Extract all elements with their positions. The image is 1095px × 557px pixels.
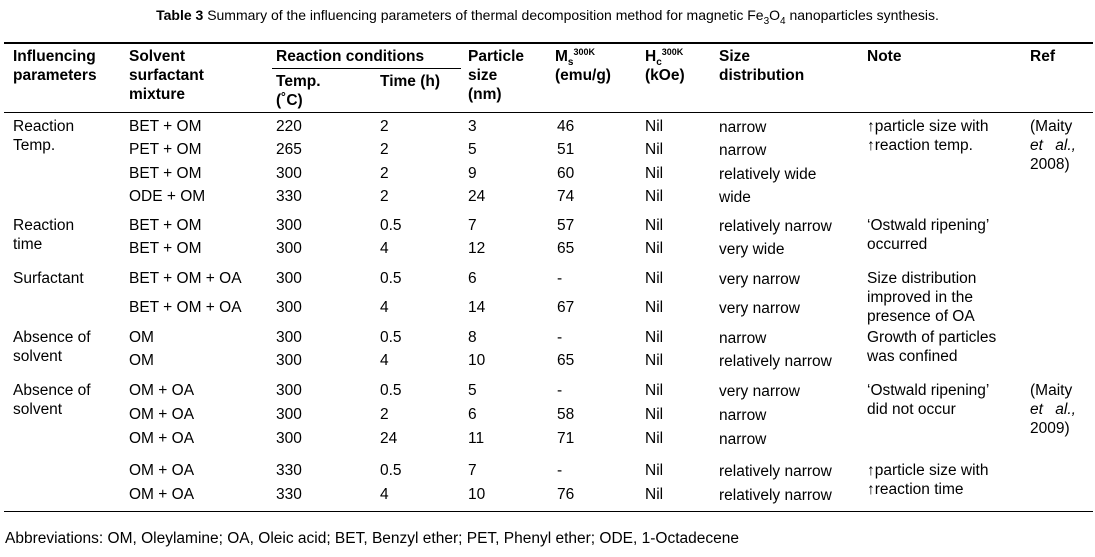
header-hc-sup: 300K: [661, 46, 684, 57]
abbreviations-footnote: Abbreviations: OM, Oleylamine; OA, Oleic acid; BET, Benzyl ether; PET, Phenyl ether; ODE, 1-Octadecene: [5, 530, 739, 547]
time-cell: 4: [380, 240, 389, 257]
size-cell: 5: [468, 141, 477, 158]
header-ms-sub: s: [567, 57, 574, 69]
ms-cell: -: [557, 329, 563, 346]
ref-1-line-1: (Maity: [1030, 118, 1073, 135]
mixture-cell: OM + OA: [129, 462, 195, 479]
header-ref: Ref: [1030, 48, 1055, 65]
temp-cell: 300: [276, 382, 302, 399]
ms-cell: 58: [557, 406, 575, 423]
group-6-note-2: ↑reaction time: [867, 481, 964, 498]
hc-cell: Nil: [645, 270, 664, 287]
time-cell: 2: [380, 165, 389, 182]
caption-mid: O: [769, 7, 781, 23]
ms-cell: 65: [557, 240, 575, 257]
size-cell: 3: [468, 118, 477, 135]
temp-cell: 300: [276, 217, 302, 234]
time-cell: 2: [380, 406, 389, 423]
ref-2-line-3: 2009): [1030, 420, 1070, 437]
header-particle-1: Particle: [468, 48, 525, 65]
temp-cell: 300: [276, 329, 302, 346]
hc-cell: Nil: [645, 430, 664, 447]
header-ms-unit: (emu/g): [555, 67, 611, 84]
group-4-note-1: Growth of particles: [867, 329, 997, 346]
table-caption: [0, 7, 1095, 27]
caption-text-after: nanoparticles synthesis.: [789, 7, 939, 23]
group-2-note-1: ‘Ostwald ripening’: [867, 217, 990, 234]
ms-cell: 67: [557, 299, 575, 316]
ms-cell: 74: [557, 188, 575, 205]
mixture-cell: BET + OM: [129, 118, 202, 135]
size-cell: 7: [468, 217, 477, 234]
temp-cell: 300: [276, 299, 302, 316]
distribution-cell: very narrow: [719, 300, 800, 317]
temp-cell: 220: [276, 118, 302, 135]
header-size-dist-2: distribution: [719, 67, 805, 84]
ref-2-line-2: [1030, 400, 1076, 419]
ref-1-etal: et al.,: [1030, 137, 1076, 154]
time-cell: 4: [380, 299, 389, 316]
temp-cell: 300: [276, 430, 302, 447]
mixture-cell: OM + OA: [129, 486, 195, 503]
size-cell: 10: [468, 352, 486, 369]
size-cell: 6: [468, 406, 477, 423]
temp-cell: 330: [276, 188, 302, 205]
ms-cell: -: [557, 270, 563, 287]
group-6-note-1: ↑particle size with: [867, 462, 989, 479]
distribution-cell: relatively narrow: [719, 487, 832, 504]
distribution-cell: narrow: [719, 119, 767, 136]
mixture-cell: BET + OM: [129, 240, 202, 257]
time-cell: 4: [380, 352, 389, 369]
caption-sub-3: 3: [763, 15, 770, 27]
time-cell: 0.5: [380, 270, 402, 287]
caption-sub-4: 4: [780, 15, 786, 27]
group-1-note-1: ↑particle size with: [867, 118, 989, 135]
hc-cell: Nil: [645, 141, 664, 158]
group-3-note-3: presence of OA: [867, 308, 975, 325]
mixture-cell: BET + OM + OA: [129, 299, 242, 316]
hc-cell: Nil: [645, 165, 664, 182]
hc-cell: Nil: [645, 188, 664, 205]
header-time: Time (h): [380, 73, 440, 90]
distribution-cell: narrow: [719, 142, 767, 159]
header-solvent-2: surfactant: [129, 67, 204, 84]
hc-cell: Nil: [645, 299, 664, 316]
ref-2-line-1: (Maity: [1030, 382, 1073, 399]
mixture-cell: BET + OM + OA: [129, 270, 242, 287]
header-influencing-2: parameters: [13, 67, 97, 84]
ms-cell: 65: [557, 352, 575, 369]
time-cell: 4: [380, 486, 389, 503]
distribution-cell: very narrow: [719, 383, 800, 400]
table-bottom-rule: [4, 511, 1093, 512]
distribution-cell: relatively narrow: [719, 463, 832, 480]
time-cell: 0.5: [380, 462, 402, 479]
header-influencing-1: Influencing: [13, 48, 96, 65]
group-5-param-2: solvent: [13, 401, 63, 418]
distribution-cell: narrow: [719, 330, 767, 347]
mixture-cell: ODE + OM: [129, 188, 206, 205]
header-bottom-rule: [4, 112, 1093, 113]
temp-cell: 300: [276, 165, 302, 182]
caption-text-before: Summary of the influencing parameters of thermal decomposition method for magnetic Fe: [207, 7, 764, 23]
hc-cell: Nil: [645, 329, 664, 346]
time-cell: 0.5: [380, 217, 402, 234]
group-3-note-1: Size distribution: [867, 270, 977, 287]
size-cell: 10: [468, 486, 486, 503]
distribution-cell: relatively wide: [719, 166, 817, 183]
header-solvent-3: mixture: [129, 86, 185, 103]
header-hc-unit: (kOe): [645, 67, 685, 84]
temp-cell: 300: [276, 406, 302, 423]
group-4-note-2: was confined: [867, 348, 958, 365]
mixture-cell: OM + OA: [129, 406, 195, 423]
temp-cell: 300: [276, 352, 302, 369]
size-cell: 24: [468, 188, 486, 205]
temp-cell: 330: [276, 486, 302, 503]
group-4-param-2: solvent: [13, 348, 63, 365]
hc-cell: Nil: [645, 352, 664, 369]
mixture-cell: BET + OM: [129, 217, 202, 234]
hc-cell: Nil: [645, 217, 664, 234]
size-cell: 11: [468, 430, 485, 447]
mixture-cell: OM: [129, 352, 154, 369]
ref-1-line-2: [1030, 136, 1076, 155]
mixture-cell: BET + OM: [129, 165, 202, 182]
temp-cell: 330: [276, 462, 302, 479]
hc-cell: Nil: [645, 406, 664, 423]
distribution-cell: very wide: [719, 241, 785, 258]
mixture-cell: OM: [129, 329, 154, 346]
distribution-cell: narrow: [719, 407, 767, 424]
size-cell: 12: [468, 240, 486, 257]
hc-cell: Nil: [645, 486, 664, 503]
header-hc-main: H: [645, 48, 657, 65]
table-top-rule: [4, 42, 1093, 44]
hc-cell: Nil: [645, 382, 664, 399]
header-solvent-1: Solvent: [129, 48, 185, 65]
group-3-note-2: improved in the: [867, 289, 973, 306]
header-note: Note: [867, 48, 902, 65]
group-4-param-1: Absence of: [13, 329, 91, 346]
ref-1-line-3: 2008): [1030, 156, 1070, 173]
header-temp-1: Temp.: [276, 73, 321, 90]
group-5-note-1: ‘Ostwald ripening’: [867, 382, 990, 399]
time-cell: 0.5: [380, 329, 402, 346]
group-5-param-1: Absence of: [13, 382, 91, 399]
size-cell: 14: [468, 299, 486, 316]
time-cell: 24: [380, 430, 398, 447]
group-2-param-1: Reaction: [13, 217, 75, 234]
time-cell: 0.5: [380, 382, 402, 399]
table-label: Table 3: [156, 7, 204, 23]
ms-cell: -: [557, 462, 563, 479]
group-1-param-1: Reaction: [13, 118, 75, 135]
temp-cell: 300: [276, 270, 302, 287]
header-hc-sub: c: [656, 57, 662, 69]
group-5-note-2: did not occur: [867, 401, 956, 418]
group-3-param-1: Surfactant: [13, 270, 84, 287]
time-cell: 2: [380, 118, 389, 135]
temp-cell: 300: [276, 240, 302, 257]
group-2-param-2: time: [13, 236, 43, 253]
mixture-cell: OM + OA: [129, 430, 195, 447]
reaction-conditions-rule: [272, 68, 461, 69]
header-reaction-conditions: Reaction conditions: [276, 48, 425, 65]
header-particle-3: (nm): [468, 86, 502, 103]
size-cell: 8: [468, 329, 477, 346]
header-ms-sup: 300K: [573, 46, 595, 57]
ref-2-etal: et al.,: [1030, 401, 1076, 418]
header-temp-2: (˚C): [276, 92, 303, 109]
header-size-dist-1: Size: [719, 48, 751, 65]
ms-cell: 76: [557, 486, 575, 503]
size-cell: 5: [468, 382, 477, 399]
time-cell: 2: [380, 188, 389, 205]
ms-cell: 51: [557, 141, 575, 158]
hc-cell: Nil: [645, 118, 664, 135]
distribution-cell: relatively narrow: [719, 218, 832, 235]
distribution-cell: narrow: [719, 431, 767, 448]
header-ms-main: M: [555, 48, 568, 65]
mixture-cell: OM + OA: [129, 382, 195, 399]
size-cell: 9: [468, 165, 477, 182]
ms-cell: 60: [557, 165, 575, 182]
ms-cell: 46: [557, 118, 575, 135]
group-1-note-2: ↑reaction temp.: [867, 137, 973, 154]
group-2-note-2: occurred: [867, 236, 928, 253]
size-cell: 7: [468, 462, 477, 479]
mixture-cell: PET + OM: [129, 141, 202, 158]
ms-cell: 71: [557, 430, 575, 447]
group-1-param-2: Temp.: [13, 137, 56, 154]
distribution-cell: wide: [719, 189, 751, 206]
hc-cell: Nil: [645, 240, 664, 257]
hc-cell: Nil: [645, 462, 664, 479]
ms-cell: 57: [557, 217, 575, 234]
time-cell: 2: [380, 141, 389, 158]
temp-cell: 265: [276, 141, 302, 158]
ms-cell: -: [557, 382, 563, 399]
distribution-cell: very narrow: [719, 271, 800, 288]
header-particle-2: size: [468, 67, 498, 84]
size-cell: 6: [468, 270, 477, 287]
distribution-cell: relatively narrow: [719, 353, 832, 370]
